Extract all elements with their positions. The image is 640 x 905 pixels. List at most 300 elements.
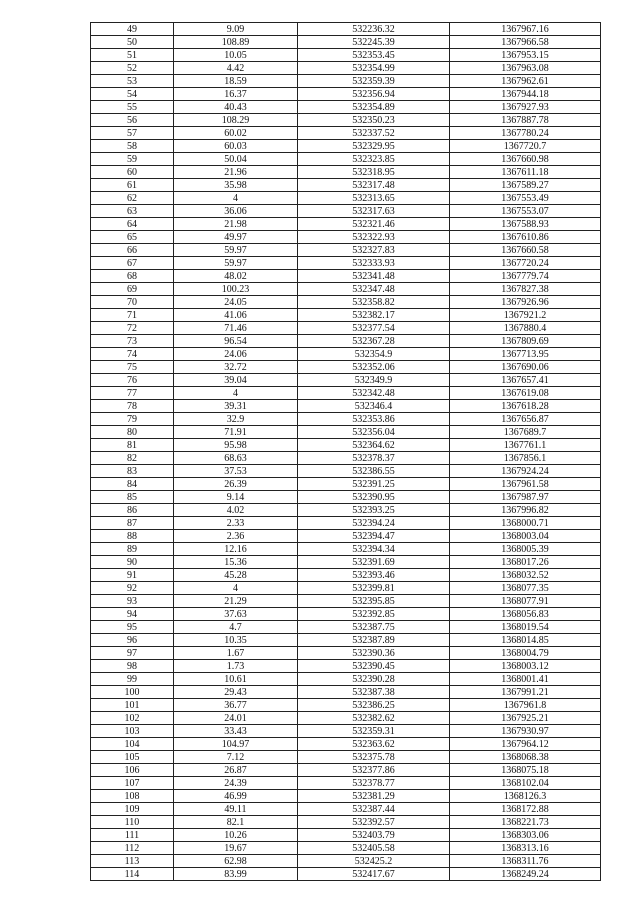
- y-coordinate-cell: 1367987.97: [450, 491, 601, 504]
- x-coordinate-cell: 532405.58: [298, 842, 450, 855]
- distance-cell: 9.09: [174, 23, 298, 36]
- y-coordinate-cell: 1368249.24: [450, 868, 601, 881]
- x-coordinate-cell: 532382.17: [298, 309, 450, 322]
- table-row: [91, 166, 601, 179]
- point-number-cell: 60: [91, 166, 174, 179]
- y-coordinate-cell: 1368102.04: [450, 777, 601, 790]
- point-number-cell: 54: [91, 88, 174, 101]
- point-number-cell: 51: [91, 49, 174, 62]
- point-number-cell: 55: [91, 101, 174, 114]
- table-row: [91, 790, 601, 803]
- point-number-cell: 68: [91, 270, 174, 283]
- point-number-cell: 78: [91, 400, 174, 413]
- table-row: [91, 491, 601, 504]
- y-coordinate-cell: 1367887.78: [450, 114, 601, 127]
- distance-cell: 60.03: [174, 140, 298, 153]
- table-row: [91, 608, 601, 621]
- distance-cell: 46.99: [174, 790, 298, 803]
- x-coordinate-cell: 532394.47: [298, 530, 450, 543]
- y-coordinate-cell: 1368001.41: [450, 673, 601, 686]
- point-number-cell: 102: [91, 712, 174, 725]
- table-row: [91, 322, 601, 335]
- x-coordinate-cell: 532356.94: [298, 88, 450, 101]
- distance-cell: 82.1: [174, 816, 298, 829]
- y-coordinate-cell: 1368172.88: [450, 803, 601, 816]
- table-row: [91, 335, 601, 348]
- distance-cell: 29.43: [174, 686, 298, 699]
- point-number-cell: 105: [91, 751, 174, 764]
- point-number-cell: 65: [91, 231, 174, 244]
- x-coordinate-cell: 532387.38: [298, 686, 450, 699]
- distance-cell: 21.98: [174, 218, 298, 231]
- x-coordinate-cell: 532329.95: [298, 140, 450, 153]
- point-number-cell: 95: [91, 621, 174, 634]
- point-number-cell: 88: [91, 530, 174, 543]
- table-row: [91, 725, 601, 738]
- distance-cell: 36.06: [174, 205, 298, 218]
- y-coordinate-cell: 1368075.18: [450, 764, 601, 777]
- table-row: [91, 205, 601, 218]
- x-coordinate-cell: 532386.25: [298, 699, 450, 712]
- table-row: [91, 647, 601, 660]
- y-coordinate-cell: 1367660.58: [450, 244, 601, 257]
- point-number-cell: 57: [91, 127, 174, 140]
- x-coordinate-cell: 532358.82: [298, 296, 450, 309]
- coordinate-table: [90, 22, 601, 881]
- x-coordinate-cell: 532350.23: [298, 114, 450, 127]
- point-number-cell: 80: [91, 426, 174, 439]
- distance-cell: 10.05: [174, 49, 298, 62]
- table-row: [91, 543, 601, 556]
- y-coordinate-cell: 1367926.96: [450, 296, 601, 309]
- y-coordinate-cell: 1367553.49: [450, 192, 601, 205]
- table-row: [91, 699, 601, 712]
- x-coordinate-cell: 532387.75: [298, 621, 450, 634]
- table-row: [91, 283, 601, 296]
- point-number-cell: 73: [91, 335, 174, 348]
- y-coordinate-cell: 1368032.52: [450, 569, 601, 582]
- distance-cell: 9.14: [174, 491, 298, 504]
- distance-cell: 96.54: [174, 335, 298, 348]
- x-coordinate-cell: 532353.86: [298, 413, 450, 426]
- y-coordinate-cell: 1367996.82: [450, 504, 601, 517]
- distance-cell: 4: [174, 387, 298, 400]
- y-coordinate-cell: 1368221.73: [450, 816, 601, 829]
- y-coordinate-cell: 1367944.18: [450, 88, 601, 101]
- table-row: [91, 88, 601, 101]
- table-row: [91, 36, 601, 49]
- distance-cell: 48.02: [174, 270, 298, 283]
- x-coordinate-cell: 532403.79: [298, 829, 450, 842]
- point-number-cell: 114: [91, 868, 174, 881]
- point-number-cell: 50: [91, 36, 174, 49]
- x-coordinate-cell: 532390.28: [298, 673, 450, 686]
- distance-cell: 39.04: [174, 374, 298, 387]
- table-row: [91, 374, 601, 387]
- point-number-cell: 70: [91, 296, 174, 309]
- distance-cell: 1.67: [174, 647, 298, 660]
- y-coordinate-cell: 1368068.38: [450, 751, 601, 764]
- point-number-cell: 87: [91, 517, 174, 530]
- point-number-cell: 90: [91, 556, 174, 569]
- x-coordinate-cell: 532313.65: [298, 192, 450, 205]
- y-coordinate-cell: 1367809.69: [450, 335, 601, 348]
- y-coordinate-cell: 1367925.21: [450, 712, 601, 725]
- point-number-cell: 101: [91, 699, 174, 712]
- x-coordinate-cell: 532386.55: [298, 465, 450, 478]
- distance-cell: 1.73: [174, 660, 298, 673]
- x-coordinate-cell: 532387.44: [298, 803, 450, 816]
- x-coordinate-cell: 532417.67: [298, 868, 450, 881]
- point-number-cell: 61: [91, 179, 174, 192]
- y-coordinate-cell: 1367924.24: [450, 465, 601, 478]
- distance-cell: 4.02: [174, 504, 298, 517]
- y-coordinate-cell: 1367927.93: [450, 101, 601, 114]
- point-number-cell: 112: [91, 842, 174, 855]
- point-number-cell: 82: [91, 452, 174, 465]
- x-coordinate-cell: 532354.89: [298, 101, 450, 114]
- table-row: [91, 751, 601, 764]
- point-number-cell: 99: [91, 673, 174, 686]
- x-coordinate-cell: 532354.9: [298, 348, 450, 361]
- x-coordinate-cell: 532399.81: [298, 582, 450, 595]
- y-coordinate-cell: 1368303.06: [450, 829, 601, 842]
- table-row: [91, 127, 601, 140]
- table-row: [91, 829, 601, 842]
- distance-cell: 104.97: [174, 738, 298, 751]
- distance-cell: 7.12: [174, 751, 298, 764]
- x-coordinate-cell: 532323.85: [298, 153, 450, 166]
- x-coordinate-cell: 532390.36: [298, 647, 450, 660]
- distance-cell: 40.43: [174, 101, 298, 114]
- table-row: [91, 101, 601, 114]
- x-coordinate-cell: 532364.62: [298, 439, 450, 452]
- distance-cell: 95.98: [174, 439, 298, 452]
- y-coordinate-cell: 1367713.95: [450, 348, 601, 361]
- y-coordinate-cell: 1368056.83: [450, 608, 601, 621]
- distance-cell: 45.28: [174, 569, 298, 582]
- point-number-cell: 108: [91, 790, 174, 803]
- x-coordinate-cell: 532390.95: [298, 491, 450, 504]
- y-coordinate-cell: 1367660.98: [450, 153, 601, 166]
- table-row: [91, 595, 601, 608]
- x-coordinate-cell: 532381.29: [298, 790, 450, 803]
- distance-cell: 33.43: [174, 725, 298, 738]
- distance-cell: 108.29: [174, 114, 298, 127]
- x-coordinate-cell: 532337.52: [298, 127, 450, 140]
- x-coordinate-cell: 532327.83: [298, 244, 450, 257]
- coordinate-table-body: [91, 23, 601, 881]
- distance-cell: 2.33: [174, 517, 298, 530]
- y-coordinate-cell: 1367611.18: [450, 166, 601, 179]
- distance-cell: 24.01: [174, 712, 298, 725]
- point-number-cell: 79: [91, 413, 174, 426]
- distance-cell: 4.42: [174, 62, 298, 75]
- distance-cell: 60.02: [174, 127, 298, 140]
- y-coordinate-cell: 1367856.1: [450, 452, 601, 465]
- x-coordinate-cell: 532377.86: [298, 764, 450, 777]
- point-number-cell: 103: [91, 725, 174, 738]
- point-number-cell: 85: [91, 491, 174, 504]
- table-row: [91, 842, 601, 855]
- y-coordinate-cell: 1368014.85: [450, 634, 601, 647]
- x-coordinate-cell: 532359.39: [298, 75, 450, 88]
- y-coordinate-cell: 1367761.1: [450, 439, 601, 452]
- table-row: [91, 478, 601, 491]
- distance-cell: 32.72: [174, 361, 298, 374]
- table-row: [91, 413, 601, 426]
- distance-cell: 62.98: [174, 855, 298, 868]
- point-number-cell: 89: [91, 543, 174, 556]
- distance-cell: 37.53: [174, 465, 298, 478]
- table-row: [91, 270, 601, 283]
- point-number-cell: 91: [91, 569, 174, 582]
- table-row: [91, 582, 601, 595]
- y-coordinate-cell: 1367657.41: [450, 374, 601, 387]
- table-row: [91, 673, 601, 686]
- point-number-cell: 76: [91, 374, 174, 387]
- table-row: [91, 348, 601, 361]
- point-number-cell: 86: [91, 504, 174, 517]
- point-number-cell: 81: [91, 439, 174, 452]
- x-coordinate-cell: 532391.25: [298, 478, 450, 491]
- table-row: [91, 868, 601, 881]
- x-coordinate-cell: 532425.2: [298, 855, 450, 868]
- point-number-cell: 106: [91, 764, 174, 777]
- distance-cell: 49.97: [174, 231, 298, 244]
- x-coordinate-cell: 532333.93: [298, 257, 450, 270]
- x-coordinate-cell: 532363.62: [298, 738, 450, 751]
- table-row: [91, 426, 601, 439]
- table-row: [91, 452, 601, 465]
- y-coordinate-cell: 1367656.87: [450, 413, 601, 426]
- point-number-cell: 64: [91, 218, 174, 231]
- table-row: [91, 114, 601, 127]
- x-coordinate-cell: 532375.78: [298, 751, 450, 764]
- y-coordinate-cell: 1367690.06: [450, 361, 601, 374]
- x-coordinate-cell: 532346.4: [298, 400, 450, 413]
- table-row: [91, 530, 601, 543]
- point-number-cell: 104: [91, 738, 174, 751]
- point-number-cell: 72: [91, 322, 174, 335]
- x-coordinate-cell: 532322.93: [298, 231, 450, 244]
- distance-cell: 71.91: [174, 426, 298, 439]
- y-coordinate-cell: 1367921.2: [450, 309, 601, 322]
- table-row: [91, 309, 601, 322]
- point-number-cell: 83: [91, 465, 174, 478]
- distance-cell: 59.97: [174, 244, 298, 257]
- x-coordinate-cell: 532236.32: [298, 23, 450, 36]
- table-row: [91, 153, 601, 166]
- y-coordinate-cell: 1367967.16: [450, 23, 601, 36]
- distance-cell: 2.36: [174, 530, 298, 543]
- y-coordinate-cell: 1368017.26: [450, 556, 601, 569]
- x-coordinate-cell: 532377.54: [298, 322, 450, 335]
- y-coordinate-cell: 1368003.04: [450, 530, 601, 543]
- distance-cell: 71.46: [174, 322, 298, 335]
- distance-cell: 32.9: [174, 413, 298, 426]
- point-number-cell: 75: [91, 361, 174, 374]
- distance-cell: 49.11: [174, 803, 298, 816]
- y-coordinate-cell: 1367610.86: [450, 231, 601, 244]
- y-coordinate-cell: 1367963.08: [450, 62, 601, 75]
- y-coordinate-cell: 1367961.8: [450, 699, 601, 712]
- point-number-cell: 84: [91, 478, 174, 491]
- y-coordinate-cell: 1368003.12: [450, 660, 601, 673]
- distance-cell: 24.06: [174, 348, 298, 361]
- distance-cell: 4: [174, 192, 298, 205]
- x-coordinate-cell: 532394.24: [298, 517, 450, 530]
- point-number-cell: 56: [91, 114, 174, 127]
- distance-cell: 12.16: [174, 543, 298, 556]
- distance-cell: 59.97: [174, 257, 298, 270]
- table-row: [91, 504, 601, 517]
- y-coordinate-cell: 1367589.27: [450, 179, 601, 192]
- distance-cell: 4.7: [174, 621, 298, 634]
- x-coordinate-cell: 532394.34: [298, 543, 450, 556]
- distance-cell: 21.29: [174, 595, 298, 608]
- distance-cell: 39.31: [174, 400, 298, 413]
- y-coordinate-cell: 1367962.61: [450, 75, 601, 88]
- table-row: [91, 660, 601, 673]
- y-coordinate-cell: 1367779.74: [450, 270, 601, 283]
- table-row: [91, 855, 601, 868]
- point-number-cell: 110: [91, 816, 174, 829]
- point-number-cell: 96: [91, 634, 174, 647]
- table-row: [91, 517, 601, 530]
- point-number-cell: 109: [91, 803, 174, 816]
- point-number-cell: 49: [91, 23, 174, 36]
- x-coordinate-cell: 532356.04: [298, 426, 450, 439]
- table-row: [91, 179, 601, 192]
- y-coordinate-cell: 1368004.79: [450, 647, 601, 660]
- table-row: [91, 361, 601, 374]
- x-coordinate-cell: 532347.48: [298, 283, 450, 296]
- table-row: [91, 192, 601, 205]
- distance-cell: 100.23: [174, 283, 298, 296]
- x-coordinate-cell: 532392.85: [298, 608, 450, 621]
- distance-cell: 41.06: [174, 309, 298, 322]
- point-number-cell: 67: [91, 257, 174, 270]
- table-row: [91, 23, 601, 36]
- y-coordinate-cell: 1367930.97: [450, 725, 601, 738]
- x-coordinate-cell: 532318.95: [298, 166, 450, 179]
- table-row: [91, 296, 601, 309]
- table-row: [91, 140, 601, 153]
- distance-cell: 108.89: [174, 36, 298, 49]
- x-coordinate-cell: 532395.85: [298, 595, 450, 608]
- point-number-cell: 113: [91, 855, 174, 868]
- y-coordinate-cell: 1367827.38: [450, 283, 601, 296]
- table-row: [91, 387, 601, 400]
- y-coordinate-cell: 1367618.28: [450, 400, 601, 413]
- table-row: [91, 231, 601, 244]
- x-coordinate-cell: 532378.37: [298, 452, 450, 465]
- x-coordinate-cell: 532342.48: [298, 387, 450, 400]
- point-number-cell: 74: [91, 348, 174, 361]
- point-number-cell: 59: [91, 153, 174, 166]
- x-coordinate-cell: 532317.63: [298, 205, 450, 218]
- point-number-cell: 94: [91, 608, 174, 621]
- y-coordinate-cell: 1368311.76: [450, 855, 601, 868]
- table-row: [91, 712, 601, 725]
- distance-cell: 68.63: [174, 452, 298, 465]
- distance-cell: 16.37: [174, 88, 298, 101]
- point-number-cell: 52: [91, 62, 174, 75]
- table-row: [91, 400, 601, 413]
- x-coordinate-cell: 532317.48: [298, 179, 450, 192]
- y-coordinate-cell: 1367966.58: [450, 36, 601, 49]
- x-coordinate-cell: 532378.77: [298, 777, 450, 790]
- y-coordinate-cell: 1367720.24: [450, 257, 601, 270]
- y-coordinate-cell: 1368077.35: [450, 582, 601, 595]
- table-row: [91, 621, 601, 634]
- distance-cell: 37.63: [174, 608, 298, 621]
- point-number-cell: 98: [91, 660, 174, 673]
- y-coordinate-cell: 1367588.93: [450, 218, 601, 231]
- point-number-cell: 100: [91, 686, 174, 699]
- y-coordinate-cell: 1367880.4: [450, 322, 601, 335]
- point-number-cell: 77: [91, 387, 174, 400]
- distance-cell: 4: [174, 582, 298, 595]
- x-coordinate-cell: 532391.69: [298, 556, 450, 569]
- distance-cell: 10.35: [174, 634, 298, 647]
- distance-cell: 50.04: [174, 153, 298, 166]
- x-coordinate-cell: 532354.99: [298, 62, 450, 75]
- y-coordinate-cell: 1367953.15: [450, 49, 601, 62]
- x-coordinate-cell: 532359.31: [298, 725, 450, 738]
- table-row: [91, 75, 601, 88]
- distance-cell: 24.39: [174, 777, 298, 790]
- y-coordinate-cell: 1368000.71: [450, 517, 601, 530]
- table-row: [91, 764, 601, 777]
- x-coordinate-cell: 532349.9: [298, 374, 450, 387]
- x-coordinate-cell: 532321.46: [298, 218, 450, 231]
- point-number-cell: 97: [91, 647, 174, 660]
- x-coordinate-cell: 532392.57: [298, 816, 450, 829]
- x-coordinate-cell: 532387.89: [298, 634, 450, 647]
- table-row: [91, 439, 601, 452]
- distance-cell: 10.26: [174, 829, 298, 842]
- table-row: [91, 257, 601, 270]
- point-number-cell: 107: [91, 777, 174, 790]
- x-coordinate-cell: 532352.06: [298, 361, 450, 374]
- point-number-cell: 92: [91, 582, 174, 595]
- distance-cell: 83.99: [174, 868, 298, 881]
- x-coordinate-cell: 532353.45: [298, 49, 450, 62]
- table-row: [91, 738, 601, 751]
- y-coordinate-cell: 1368313.16: [450, 842, 601, 855]
- y-coordinate-cell: 1367991.21: [450, 686, 601, 699]
- y-coordinate-cell: 1367964.12: [450, 738, 601, 751]
- table-row: [91, 686, 601, 699]
- y-coordinate-cell: 1367619.08: [450, 387, 601, 400]
- y-coordinate-cell: 1368005.39: [450, 543, 601, 556]
- distance-cell: 18.59: [174, 75, 298, 88]
- y-coordinate-cell: 1367553.07: [450, 205, 601, 218]
- point-number-cell: 111: [91, 829, 174, 842]
- table-row: [91, 218, 601, 231]
- distance-cell: 21.96: [174, 166, 298, 179]
- table-row: [91, 803, 601, 816]
- distance-cell: 36.77: [174, 699, 298, 712]
- distance-cell: 35.98: [174, 179, 298, 192]
- point-number-cell: 58: [91, 140, 174, 153]
- table-row: [91, 777, 601, 790]
- x-coordinate-cell: 532390.45: [298, 660, 450, 673]
- table-row: [91, 465, 601, 478]
- table-row: [91, 49, 601, 62]
